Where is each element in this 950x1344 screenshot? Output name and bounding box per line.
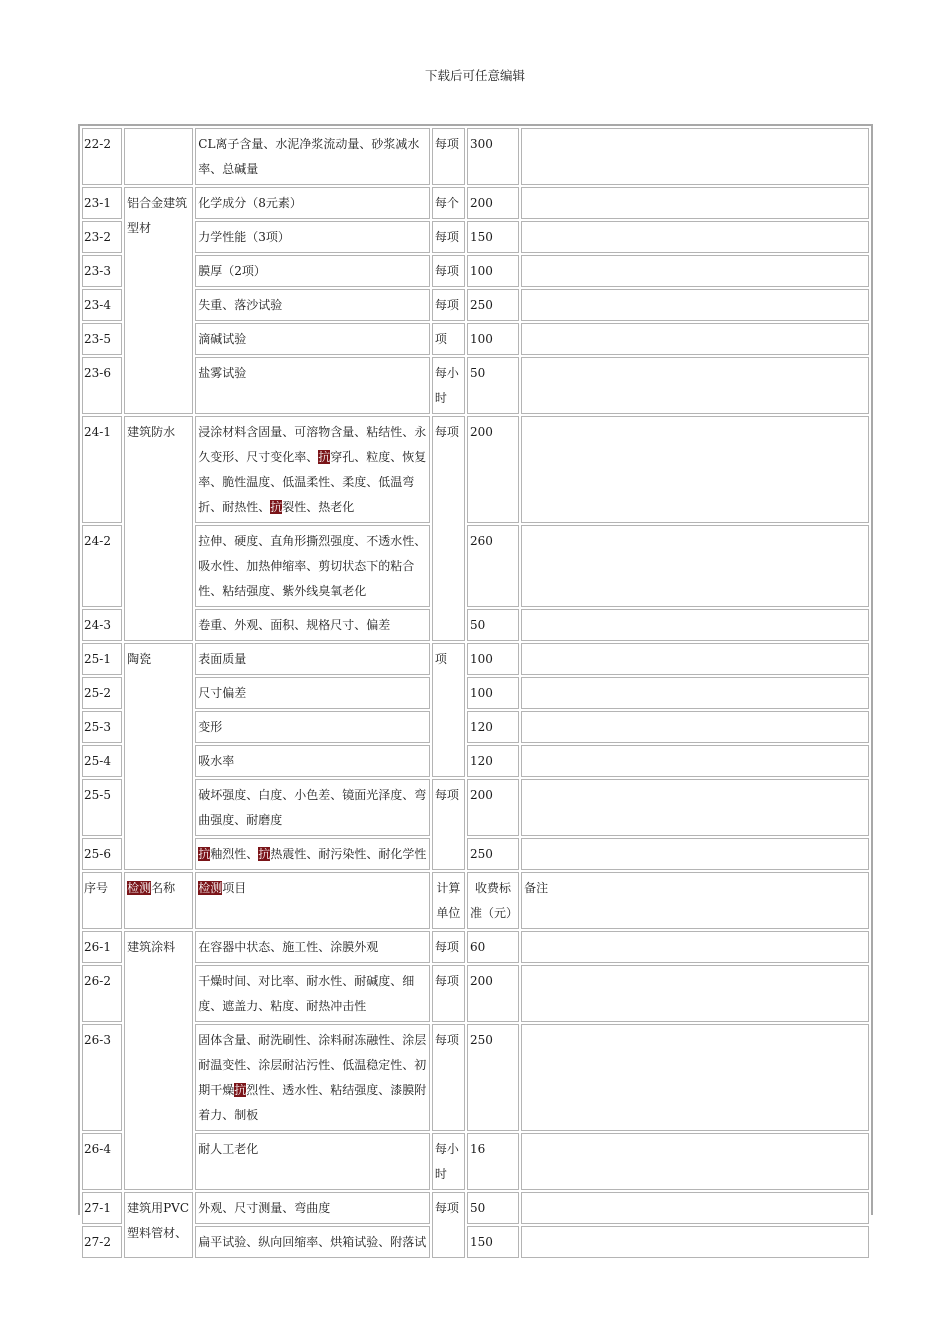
row-note	[521, 931, 869, 963]
row-item: 干燥时间、对比率、耐水性、耐碱度、细度、遮盖力、粘度、耐热冲击性	[195, 965, 430, 1022]
table-row	[82, 779, 869, 836]
highlight-mark: 检测	[127, 881, 152, 895]
row-unit: 每项	[432, 931, 465, 963]
row-item: 耐人工老化	[195, 1133, 430, 1190]
row-item: 在容器中状态、施工性、涂膜外观	[195, 931, 430, 963]
row-unit: 项	[432, 323, 465, 355]
row-id: 25-5	[82, 779, 122, 836]
row-fee: 150	[467, 221, 519, 253]
row-item	[195, 838, 430, 870]
row-item	[195, 1024, 430, 1131]
header-unit: 计算单位	[432, 872, 465, 929]
table-row	[82, 1192, 869, 1224]
row-fee: 200	[467, 187, 519, 219]
row-note	[521, 1133, 869, 1190]
highlight-mark: 检测	[198, 881, 223, 895]
row-name: 陶瓷	[124, 643, 193, 870]
row-item: 表面质量	[195, 643, 430, 675]
row-unit: 每项	[432, 1192, 465, 1258]
row-id: 25-1	[82, 643, 122, 675]
row-fee: 250	[467, 1024, 519, 1131]
row-id: 26-1	[82, 931, 122, 963]
table-row	[82, 255, 869, 287]
row-note	[521, 1226, 869, 1258]
row-id: 25-6	[82, 838, 122, 870]
table-row	[82, 643, 869, 675]
table-row	[82, 609, 869, 641]
row-item: 力学性能（3项）	[195, 221, 430, 253]
row-id: 22-2	[82, 128, 122, 185]
row-id: 25-4	[82, 745, 122, 777]
row-id: 23-5	[82, 323, 122, 355]
row-unit: 每小时	[432, 357, 465, 414]
row-item: 变形	[195, 711, 430, 743]
row-fee: 50	[467, 357, 519, 414]
row-fee: 150	[467, 1226, 519, 1258]
row-fee: 100	[467, 643, 519, 675]
row-fee: 200	[467, 779, 519, 836]
row-unit: 每小时	[432, 1133, 465, 1190]
row-item-text: 穿孔、粒度、恢复率、脆性温度、低温柔性、柔度、低温弯折、耐热性、	[198, 450, 427, 514]
row-item	[195, 416, 430, 523]
row-id: 27-2	[82, 1226, 122, 1258]
row-id: 27-1	[82, 1192, 122, 1224]
row-note	[521, 357, 869, 414]
table-row	[82, 677, 869, 709]
table-row	[82, 221, 869, 253]
highlight-mark: 抗	[258, 847, 271, 861]
table-row	[82, 1024, 869, 1131]
row-id: 23-6	[82, 357, 122, 414]
row-note	[521, 187, 869, 219]
header-note: 备注	[521, 872, 869, 929]
row-name: 建筑用PVC塑料管材、	[124, 1192, 193, 1258]
row-id: 23-2	[82, 221, 122, 253]
row-id: 24-3	[82, 609, 122, 641]
row-unit: 每项	[432, 128, 465, 185]
row-id: 24-2	[82, 525, 122, 607]
row-item-text: 固体含量、耐洗刷性、涂料耐冻融性、涂层耐温变性、涂层耐沾污性、低温稳定性、初期干燥	[198, 1033, 427, 1097]
row-id: 26-4	[82, 1133, 122, 1190]
table-row	[82, 745, 869, 777]
row-unit: 每项	[432, 289, 465, 321]
row-id: 26-2	[82, 965, 122, 1022]
row-item: 外观、尺寸测量、弯曲度	[195, 1192, 430, 1224]
row-note	[521, 1192, 869, 1224]
row-note	[521, 779, 869, 836]
row-item: 拉伸、硬度、直角形撕烈强度、不透水性、吸水性、加热伸缩率、剪切状态下的粘合性、粘结强度、紫外线臭氧老化	[195, 525, 430, 607]
header-no: 序号	[82, 872, 122, 929]
row-fee: 100	[467, 255, 519, 287]
row-note	[521, 677, 869, 709]
row-item: 化学成分（8元素）	[195, 187, 430, 219]
row-item: 卷重、外观、面积、规格尺寸、偏差	[195, 609, 430, 641]
row-item-text: 裂性、热老化	[282, 500, 355, 514]
row-unit: 每项	[432, 965, 465, 1022]
row-fee: 120	[467, 745, 519, 777]
table-row	[82, 1226, 869, 1258]
row-fee: 300	[467, 128, 519, 185]
table-row	[82, 187, 869, 219]
row-note	[521, 711, 869, 743]
row-item: 尺寸偏差	[195, 677, 430, 709]
row-id: 26-3	[82, 1024, 122, 1131]
row-note	[521, 965, 869, 1022]
row-fee: 60	[467, 931, 519, 963]
row-note	[521, 416, 869, 523]
row-name: 铝合金建筑型材	[124, 187, 193, 414]
row-note	[521, 745, 869, 777]
row-id: 23-3	[82, 255, 122, 287]
row-unit: 每项	[432, 416, 465, 641]
row-item: 吸水率	[195, 745, 430, 777]
highlight-mark: 抗	[270, 500, 283, 514]
row-id: 23-1	[82, 187, 122, 219]
row-note	[521, 609, 869, 641]
row-id: 23-4	[82, 289, 122, 321]
row-unit: 每项	[432, 779, 465, 870]
row-name	[124, 128, 193, 185]
fee-table	[80, 126, 871, 1260]
header-item-text: 项目	[222, 881, 247, 895]
fee-table-container	[78, 124, 873, 1249]
row-fee: 120	[467, 711, 519, 743]
row-note	[521, 128, 869, 185]
row-item: 膜厚（2项）	[195, 255, 430, 287]
row-fee: 50	[467, 1192, 519, 1224]
table-row	[82, 965, 869, 1022]
row-id: 25-3	[82, 711, 122, 743]
row-note	[521, 221, 869, 253]
row-unit: 每项	[432, 255, 465, 287]
row-fee: 50	[467, 609, 519, 641]
row-note	[521, 289, 869, 321]
header-name	[124, 872, 193, 929]
header-name-text: 名称	[151, 881, 176, 895]
row-item-text: 浸涂材料含固量、可溶物含量、粘结性、永久变形、尺寸变化率、	[198, 425, 427, 464]
row-item: 失重、落沙试验	[195, 289, 430, 321]
table-row	[82, 323, 869, 355]
page-header: 下载后可任意编辑	[424, 68, 525, 83]
row-fee: 16	[467, 1133, 519, 1190]
row-note	[521, 838, 869, 870]
row-item: 扁平试验、纵向回缩率、烘箱试验、附落试	[195, 1226, 430, 1258]
header-item	[195, 872, 430, 929]
table-row	[82, 711, 869, 743]
highlight-mark: 抗	[234, 1083, 247, 1097]
row-note	[521, 1024, 869, 1131]
row-item-text: 烈性、透水性、粘结强度、漆膜附着力、制板	[198, 1083, 427, 1122]
row-fee: 250	[467, 289, 519, 321]
row-fee: 250	[467, 838, 519, 870]
table-row	[82, 128, 869, 185]
row-note	[521, 323, 869, 355]
row-id: 25-2	[82, 677, 122, 709]
row-name: 建筑防水	[124, 416, 193, 641]
table-row	[82, 289, 869, 321]
row-unit: 每项	[432, 221, 465, 253]
row-name: 建筑涂料	[124, 931, 193, 1190]
table-row	[82, 525, 869, 607]
row-item: 盐雾试验	[195, 357, 430, 414]
row-unit: 每个	[432, 187, 465, 219]
row-item: CL离子含量、水泥净浆流动量、砂浆减水率、总碱量	[195, 128, 430, 185]
row-item-text: 釉烈性、	[210, 847, 259, 861]
table-row	[82, 416, 869, 523]
row-fee: 200	[467, 965, 519, 1022]
table-row	[82, 357, 869, 414]
row-unit: 每项	[432, 1024, 465, 1131]
table-header-row	[82, 872, 869, 929]
row-item-text: 热震性、耐污染性、耐化学性	[270, 847, 427, 861]
table-row	[82, 931, 869, 963]
table-row	[82, 1133, 869, 1190]
header-fee: 收费标准（元）	[467, 872, 519, 929]
row-fee: 100	[467, 323, 519, 355]
row-unit: 项	[432, 643, 465, 777]
row-note	[521, 643, 869, 675]
highlight-mark: 抗	[198, 847, 211, 861]
row-note	[521, 255, 869, 287]
row-fee: 100	[467, 677, 519, 709]
row-item: 滴碱试验	[195, 323, 430, 355]
row-note	[521, 525, 869, 607]
table-row	[82, 838, 869, 870]
row-item: 破坏强度、白度、小色差、镜面光泽度、弯曲强度、耐磨度	[195, 779, 430, 836]
row-fee: 200	[467, 416, 519, 523]
highlight-mark: 抗	[318, 450, 331, 464]
row-id: 24-1	[82, 416, 122, 523]
row-fee: 260	[467, 525, 519, 607]
